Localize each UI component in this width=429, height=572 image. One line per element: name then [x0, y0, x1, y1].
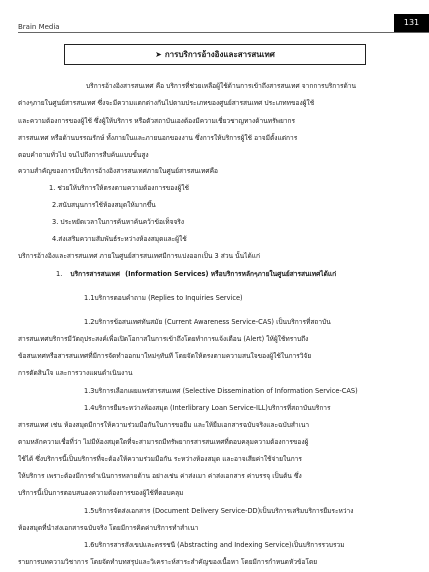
paragraph-line: สารสนเทศ หรือด้านบรรณรักษ์ ทั้งภายในและภายนอกของงาน ซึ่งการให้บริการผู้ใช้ อาจมีตั้งแต่การ [18, 134, 298, 142]
paragraph-line: การตัดสินใจ และการวางแผนดำเนินงาน [18, 369, 133, 377]
paragraph-line: 1.3บริการเลือกเผยแพร่สารสนเทศ (Selective Dissemination of Information Service-CAS) [84, 387, 358, 395]
section-title-box [64, 44, 366, 65]
list-heading-rest: (Information Services) หรือบริการหลักๆภายในศูนย์สารสนเทศได้แก่ [125, 270, 337, 278]
list-item-1 [56, 270, 429, 278]
paragraph-line: และความต้องการของผู้ใช้ ซึ่งผู้ให้บริการ หรือตัวสถาบันเองต้องมีความเชี่ยวชาญทางด้านทรัพยากร [18, 117, 296, 125]
list-heading: บริการสารสนเทศ [70, 270, 120, 278]
paragraph-line: ข้อสนเทศหรือสารสนเทศที่มีการจัดทำออกมาใหม่ๆทันที โดยจัดให้ตรงตามความสนใจของผู้ใช้ในการวิจัย [18, 352, 312, 360]
paragraph-line: ต่างๆภายในศูนย์สารสนเทศ ซึ่งจะมีความแตกต่างกันไปตามประเภทของศูนย์สารสนเทศ ประเภททของผู้ใช้ [18, 99, 315, 107]
paragraph-line: 1.4บริการยืมระหว่างห้องสมุด (Interlibrary Loan Service-ILL)บริการที่สถาบันบริการ [84, 404, 331, 412]
paragraph-line: รายการบทความวิชาการ โดยจัดทำบทสรุปและวิเคราะห์สาระสำคัญของเนื้อหา โดยมีการกำหนดหัวข้อโดย [18, 558, 318, 566]
header-title: Brain Media [18, 23, 60, 31]
paragraph-line: 1. ช่วยให้บริการให้ตรงตามความต้องการของผู้ใช้ [49, 184, 190, 192]
paragraph-line: 1.6บริการสารสังเขปและดรรชนี (Abstracting and Indexing Service)เป็นบริการรวบรวม [84, 541, 345, 549]
paragraph-line: บริการนี้เป็นการตอบสนองความต้องการของผู้ใช้ที่ตอบคลุม [18, 489, 184, 497]
paragraph-line: 2.สนับสนุนการใช้ห้องสมุดให้มากขึ้น [52, 201, 156, 209]
paragraph-line: 1.1บริการตอบคำถาม (Replies to Inquiries Service) [84, 294, 243, 302]
paragraph-line: ตามหลักความเชื่อที่ว่า ไม่มีห้องสมุดใดที่จะสามารถมีทรัพยากรสารสนเทศที่ตอบคลุมความต้องการของผู้ [18, 438, 309, 446]
paragraph-line: 4.ส่งเสริมความสัมพันธ์ระหว่างห้องสมุดและผู้ใช้ [52, 235, 187, 243]
section-title: การบริการอ้างอิงและสารสนเทศ [164, 50, 275, 59]
paragraph-line: สารสนเทศบริการมีวัตถุประสงค์เพื่อเปิดโอกาสในการเข้าถึงโดยทำการแจ้งเตือน (Alert) ให้ผู้ใช้ทราบถึง [18, 335, 309, 343]
paragraph-line: บริการอ้างอิงและสารสนเทศ ภายในศูนย์สารสนเทศมีการแบ่งออกเป็น 3 ส่วน นั้นได้แก่ [18, 252, 260, 260]
paragraph-line: ให้บริการ เพราะต้องมีการดำเนินการหลายด้าน อย่างเช่น ค่าส่งเมา ค่าส่งเอกสาร ค่าบรรจุ เป็นต้น ซึ่ง [18, 472, 302, 480]
paragraph-line: ความสำคัญของการมีบริการอ้างอิงสารสนเทศภายในศูนย์สารสนเทศคือ [18, 167, 218, 175]
paragraph-line: ใช้ได้ ซึ่งบริการนี้เป็นบริการที่จะต้องให้ความร่วมมือกัน ระหว่างห้องสมุด และอาจเสียค่าใช้จ่ายในการ [18, 455, 302, 463]
paragraph-line: 1.5บริการจัดส่งเอกสาร (Document Delivery Service-DD)เป็นบริการเสริมบริการยืมระหว่าง [84, 507, 354, 515]
paragraph-line: ห้องสมุดที่นำส่งเอกสารฉบับจริง โดยมีการคิดค่าบริการทำสำเนา [18, 524, 199, 532]
paragraph-line: บริการอ้างอิงสารสนเทศ คือ บริการที่ช่วยเหลือผู้ใช้ด้านการเข้าถึงสารสนเทศ จากการบริการด้าน [86, 82, 357, 90]
list-number: 1. [56, 270, 63, 278]
paragraph-line: 3. ประหยัดเวลาในการค้นหาค้นคว้าข้อเท็จจริง [52, 218, 185, 226]
arrow-right-icon: ➤ [155, 50, 162, 59]
paragraph-line: สารสนเทศ เช่น ห้องสมุดมีการให้ความร่วมมือกันในการขอยืม และให้ยืมเอกสารฉบับจริงและฉบับสำเนา [18, 421, 310, 429]
page-number-badge: 131 [394, 14, 429, 32]
paragraph-line: ตอบคำถามทั่วไป จนไปถึงการสืบค้นแบบขั้นสูง [18, 151, 149, 159]
paragraph-line: 1.2บริการข้อสนเทศทันสมัย (Current Awareness Service-CAS) เป็นบริการที่สถาบัน [84, 318, 331, 326]
header-rule [18, 32, 429, 33]
